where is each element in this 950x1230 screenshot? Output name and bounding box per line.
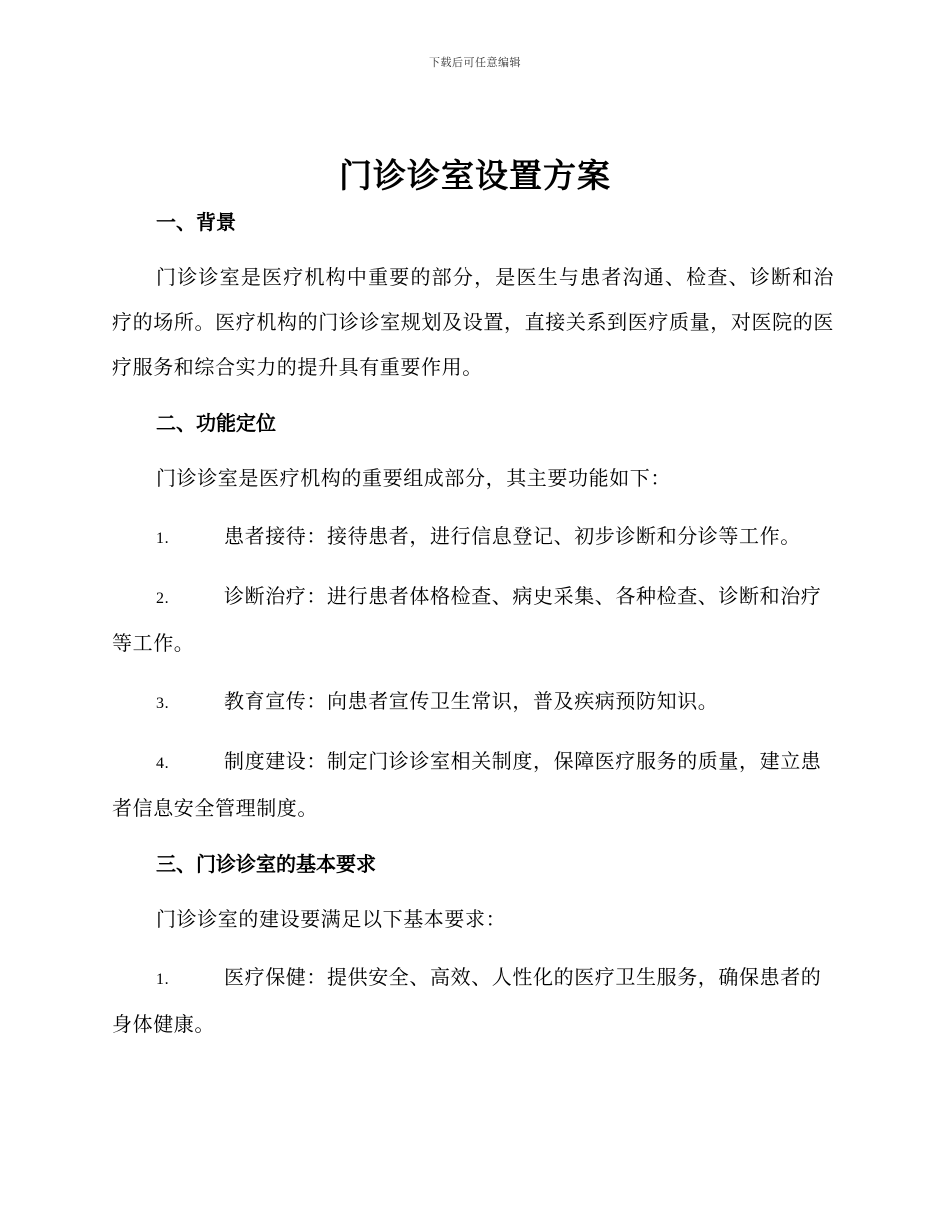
section-paragraph-background: 门诊诊室是医疗机构中重要的部分，是医生与患者沟通、检查、诊断和治疗的场所。医疗机构的门诊诊室规划及设置，直接关系到医疗质量，对医院的医疗服务和综合实力的提升具有重要作用。 [112, 265, 834, 379]
list-item [112, 739, 834, 831]
list-item-number: 1. [156, 530, 170, 547]
list-item-text: 诊断治疗：进行患者体格检查、病史采集、各种检查、诊断和治疗等工作。 [112, 584, 822, 655]
section-heading-function: 二、功能定位 [156, 411, 276, 435]
page-title: 门诊诊室设置方案 [339, 156, 611, 195]
list-item-number: 3. [156, 695, 170, 712]
section-heading-background: 一、背景 [156, 210, 236, 234]
list-item-text: 教育宣传：向患者宣传卫生常识，普及疾病预防知识。 [224, 689, 719, 713]
header-note: 下载后可任意编辑 [429, 56, 521, 69]
list-item-number: 4. [156, 755, 170, 772]
list-item-text: 患者接待：接待患者，进行信息登记、初步诊断和分诊等工作。 [224, 524, 801, 548]
list-item-number: 1. [156, 971, 170, 988]
list-item [112, 574, 834, 666]
list-item-number: 2. [156, 590, 170, 607]
section-heading-requirements: 三、门诊诊室的基本要求 [156, 852, 376, 876]
list-item [112, 514, 834, 561]
list-item [112, 679, 834, 726]
list-item-text: 医疗保健：提供安全、高效、人性化的医疗卫生服务，确保患者的身体健康。 [112, 965, 822, 1036]
section-intro-function: 门诊诊室是医疗机构的重要组成部分，其主要功能如下： [156, 466, 671, 490]
list-item-text: 制度建设：制定门诊诊室相关制度，保障医疗服务的质量，建立患者信息安全管理制度。 [112, 749, 822, 820]
section-intro-requirements: 门诊诊室的建设要满足以下基本要求： [156, 907, 507, 931]
document-body [112, 202, 834, 1047]
list-item [112, 955, 834, 1047]
